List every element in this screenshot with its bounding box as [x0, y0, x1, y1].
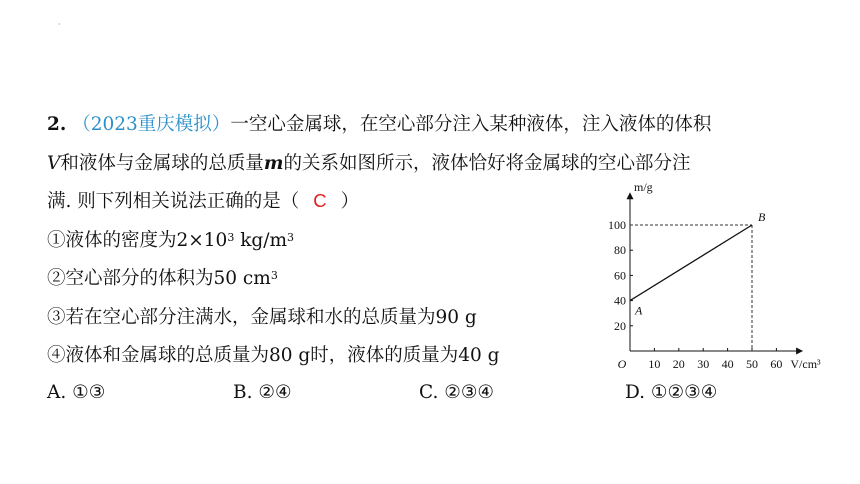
statement-2-exponent: 3: [270, 269, 278, 282]
statement-1-text-a: ①液体的密度为2×10: [47, 230, 228, 251]
x-tick-label: 60: [770, 357, 783, 371]
question-line-1: [47, 113, 711, 137]
x-tick-label: 50: [746, 357, 758, 371]
statement-2-text: ②空心部分的体积为50 cm: [47, 268, 271, 289]
x-tick-label: 40: [721, 357, 734, 371]
question-text-2b: 的关系如图所示，液体恰好将金属球的空心部分注: [283, 153, 691, 174]
x-tick-label: 10: [648, 357, 661, 371]
option-d[interactable]: D. ①②③④: [625, 382, 718, 403]
x-tick-label: 30: [697, 357, 710, 371]
x-tick-label: 20: [672, 357, 685, 371]
statement-2: [47, 267, 278, 291]
series-line: [630, 225, 752, 301]
mass-volume-chart: [608, 168, 820, 376]
question-source: （2023重庆模拟）: [72, 114, 231, 135]
question-text-2a: 和液体与金属球的总质量: [60, 153, 264, 174]
option-c[interactable]: C. ②③④: [419, 382, 495, 403]
y-tick-label: 60: [614, 268, 626, 283]
statement-1-exponent-2: 3: [287, 231, 295, 244]
decor-dot: ·: [58, 20, 61, 29]
variable-v: V: [47, 153, 61, 174]
origin-label: O: [617, 357, 627, 371]
point-label-b: B: [758, 210, 766, 224]
answer-mark: C: [313, 190, 327, 211]
question-line-2: [47, 152, 690, 176]
y-tick-label: 80: [614, 243, 626, 258]
point-label-a: A: [635, 303, 643, 318]
statement-1: [47, 229, 294, 253]
x-axis-label: V/cm³: [790, 357, 821, 371]
statement-1-exponent-1: 3: [227, 231, 235, 244]
y-tick-label: 40: [614, 293, 626, 308]
y-tick-label: 20: [614, 318, 626, 333]
question-text-3a: 满. 则下列相关说法正确的是（: [47, 191, 300, 212]
statement-1-text-b: kg/m: [234, 230, 288, 251]
variable-m: m: [263, 153, 284, 174]
question-number: 2.: [47, 114, 67, 135]
question-line-3: [47, 189, 359, 214]
statement-4: ④液体和金属球的总质量为80 g时，液体的质量为40 g: [47, 345, 500, 366]
question-text-3b: ）: [340, 191, 360, 212]
y-tick-label: 100: [608, 218, 626, 232]
question-text-1: 一空心金属球，在空心部分注入某种液体，注入液体的体积: [230, 114, 712, 135]
option-b[interactable]: B. ②④: [233, 382, 292, 403]
option-a[interactable]: A. ①③: [47, 382, 106, 403]
y-axis-label: m/g: [634, 180, 653, 194]
statement-3: ③若在空心部分注满水，金属球和水的总质量为90 g: [47, 307, 477, 328]
